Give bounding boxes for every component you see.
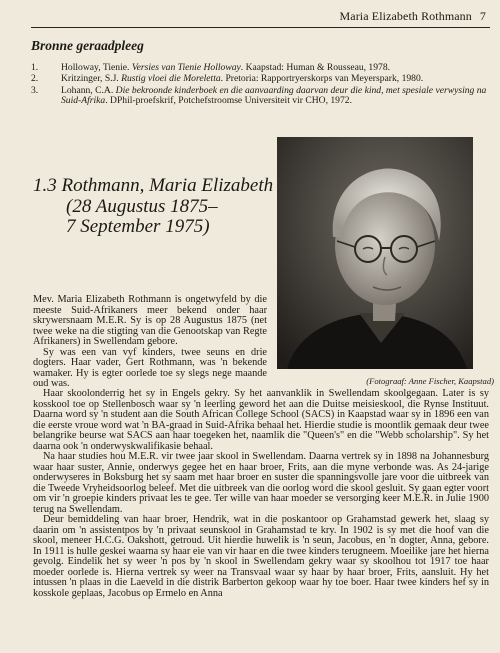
reference-publication: . Pretoria: Rapportryerskorps van Meyerspark, 1980. xyxy=(220,73,424,85)
reference-title: Die bekroonde kinderboek en die aanvaarding daarvan deur die kind, met spesiale verwysing na Suid-Afrika xyxy=(61,84,487,107)
reference-list xyxy=(31,63,489,108)
reference-text xyxy=(61,86,489,107)
biography-body xyxy=(33,389,489,599)
reference-author: Lohann, C.A. xyxy=(61,84,116,96)
portrait-image xyxy=(277,137,473,369)
reference-item xyxy=(31,74,489,84)
reference-publication: . Kaapstad: Human & Rousseau, 1978. xyxy=(240,62,391,73)
portrait-photo xyxy=(277,137,473,369)
paragraph: Deur bemiddeling van haar broer, Hendrik, wat in die poskantoor op Grahamstad gewerk het, slaag sy daarin om 'n assistentpos by 'n privaat seunskool in Grahamstad te kry. In 1902 is sy met die hoof van die skool, meneer H.C.G. Oakshott, getroud. Uit hierdie huwelik is 'n seun, Jacobus, en 'n dogter, Anna, gebore. In 1911 is hulle geskei waarna sy haar eie van vir haar en die twee kinders terugneem. Moeilike jare het hierna gevolg. Eindelik het sy weer 'n pos by 'n skool in Swellendam gekry waar sy skoolhou tot 1917 toe haar moeder oorlede is. Hierna vertrek sy weer na Transvaal waar sy haar by haar broer, Frits, aansluit. Hy het intussen 'n plaas in die Laeveld in die distrik Barberton gekoop waar hy toe boer. Haar twee kinders hef sy in kosskole geplaas, Jacobus op Ermelo en Anna xyxy=(33,514,489,599)
entry-title xyxy=(33,176,273,238)
paragraph: Na haar studies hou M.E.R. vir twee jaar skool in Swellendam. Daarna vertrek sy in 1898 na Johannesburg waar haar suster, Annie, onderwys gegee het en haar broer, Frits, aan die myne verbonde was. As 24-jarige onderwyseres in Boksburg het sy saam met haar broer en suster die spanningsvolle jare voor die uitbreek van die Tweede Vryheidsoorlog beleef. Met die uitbreek van die oorlog word die skool gesluit. Sy gaan egter voort om vir 'n groepie kinders privaat les te gee. Ter wille van haar moeder se versorging keer M.E.R. in Julie 1900 terug na Swellendam. xyxy=(33,451,489,515)
running-head xyxy=(340,9,486,24)
reference-title: Versies van Tienie Holloway xyxy=(131,62,241,73)
paragraph: Sy was een van vyf kinders, twee seuns en drie dogters. Haar vader, Gert Rothmann, was 'n bekende wamaker. Hy is egter oorlede toe sy slegs nege maande oud was. xyxy=(33,346,267,389)
entry-title-death: 7 September 1975) xyxy=(66,216,210,237)
page-number: 7 xyxy=(479,9,486,23)
entry-title-name: 1.3 Rothmann, Maria Elizabeth xyxy=(33,175,274,196)
paragraph: Mev. Maria Elizabeth Rothmann is ongetwyfeld by die meeste Suid-Afrikaners meer bekend onder haar skrywersnaam M.E.R. Sy is op 28 Augustus 1875 (net twee weke na die stigting van die Genootskap van Regte Afrikaners) in Swellendam gebore. xyxy=(33,294,267,347)
running-head-title: Maria Elizabeth Rothmann xyxy=(339,9,472,23)
reference-title: Rustig vloei die Moreletta xyxy=(121,73,221,85)
reference-author: Kritzinger, S.J. xyxy=(61,73,122,85)
reference-item xyxy=(31,63,489,73)
reference-publication: . DPhil-proefskrif, Potchefstroomse Universiteit vir CHO, 1972. xyxy=(105,95,352,107)
reference-text xyxy=(61,63,489,73)
reference-number: 2. xyxy=(31,73,39,85)
header-rule xyxy=(31,27,490,28)
section-heading: Bronne geraadpleeg xyxy=(31,38,144,53)
reference-number: 1. xyxy=(31,62,39,73)
reference-number: 3. xyxy=(31,84,39,96)
paragraph: Haar skoolonderrig het sy in Engels gekry. Sy het aanvanklik in Swellendam skoolgegaan. Later is sy kosskool toe op Stellenbosch waar sy 'n leerling geword het aan die Duitse meisieskool, die Rynse Instituut. Daarna word sy 'n student aan die South African College School (SACS) in Kaapstad waar sy in 1896 een van die eerste vroue word wat 'n BA-graad in Suid-Afrika behaal het. Hierdie studie is moontlik gemaak deur twee belangrike beurse wat SACS aan haar toegeken het, naamlik die "Queen's" en die "Webb scholarship". Sy het daarna ook 'n onderwyskwalifikasie behaal. xyxy=(33,388,489,452)
entry-title-birth: (28 Augustus 1875– xyxy=(66,195,218,217)
reference-item xyxy=(31,86,489,107)
reference-author: Holloway, Tienie. xyxy=(61,62,132,73)
biography-intro xyxy=(33,295,267,390)
photo-caption: (Fotograaf: Anne Fischer, Kaapstad) xyxy=(366,376,494,386)
reference-text xyxy=(61,74,489,84)
